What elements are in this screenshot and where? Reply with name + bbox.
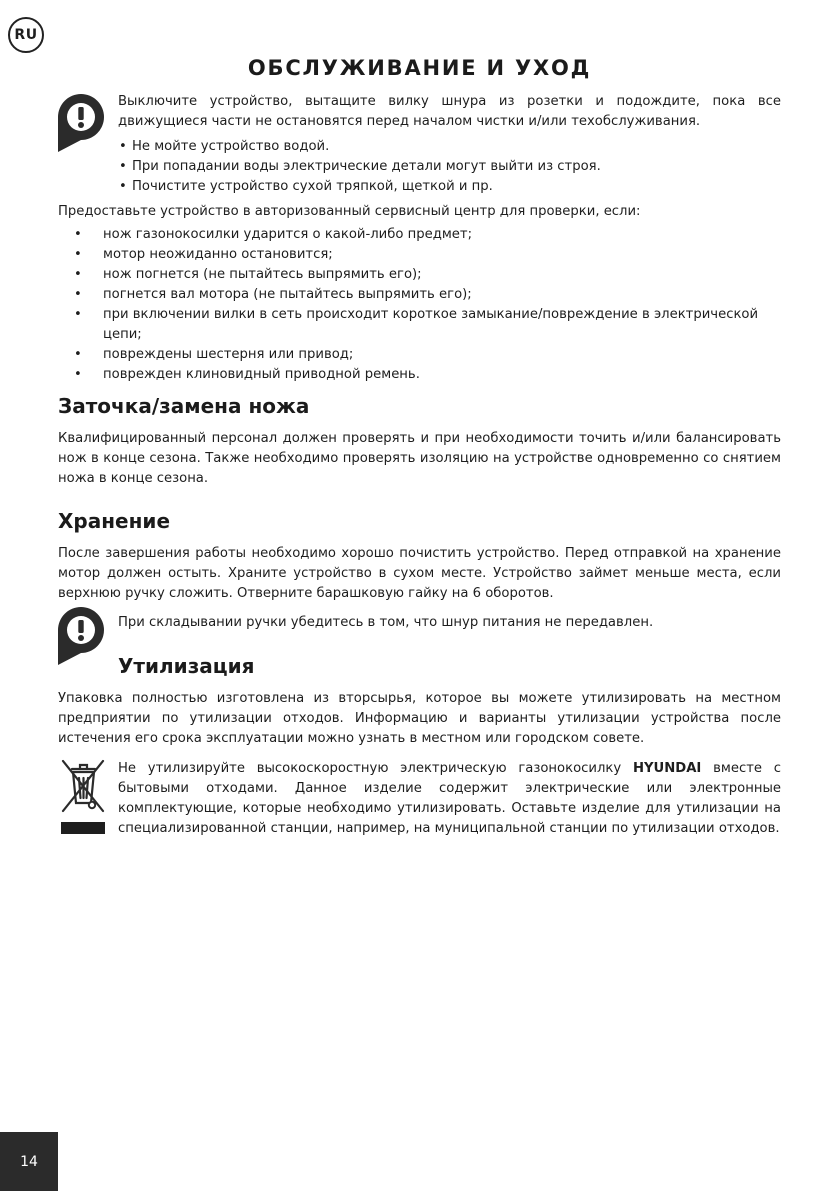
handle-fold-warning: При складывании ручки убедитесь в том, что шнур питания не передавлен.: [118, 615, 654, 630]
list-item: • Не мойте устройство водой.: [118, 137, 781, 157]
list-item: • Почистите устройство сухой тряпкой, щеткой и пр.: [118, 177, 781, 197]
brand-name: HYUNDAI: [632, 761, 702, 776]
list-item: • повреждены шестерня или привод;: [58, 345, 781, 365]
warning-icon: [57, 93, 105, 153]
list-item: • мотор неожиданно остановится;: [58, 245, 781, 265]
warning-icon: [57, 606, 105, 666]
service-conditions-list: [58, 225, 781, 385]
blade-heading: Заточка/замена ножа: [58, 394, 310, 418]
list-item: • При попадании воды электрические детали могут выйти из строя.: [118, 157, 781, 177]
weee-text-end: вместе с бытовыми отходами. Данное изделие содержит электрические или электронные комплектующие, которые необходимо утилизировать. Оставьте изделие для утилизации на специализированной станции, например, на муниципальной станции по утилизации отходов.: [118, 761, 781, 836]
page-number: 14: [0, 1132, 58, 1191]
weee-notice: [118, 759, 781, 839]
disposal-heading: Утилизация: [118, 654, 255, 678]
list-item: • поврежден клиновидный приводной ремень.: [58, 365, 781, 385]
disposal-text: Упаковка полностью изготовлена из вторсырья, которое вы можете утилизировать на местном предприятии по утилизации отходов. Информацию и варианты утилизации устройства после истечения его срока эксплуатации можно узнать в местном или городском совете.: [58, 691, 781, 746]
weee-bar: [61, 822, 105, 834]
list-item: • при включении вилки в сеть происходит короткое замыкание/повреждение в электрической цепи;: [58, 305, 781, 345]
cleaning-tips-list: [118, 137, 781, 197]
list-item: • нож газонокосилки ударится о какой-либо предмет;: [58, 225, 781, 245]
list-item: • нож погнется (не пытайтесь выпрямить его);: [58, 265, 781, 285]
power-off-warning: Выключите устройство, вытащите вилку шнура из розетки и подождите, пока все движущиеся части не остановятся перед началом чистки и/или техобслуживания.: [118, 94, 781, 129]
crossed-bin-icon: [60, 758, 106, 814]
weee-text-start: Не утилизируйте высокоскоростную электрическую газонокосилку: [118, 761, 622, 776]
storage-text: После завершения работы необходимо хорошо почистить устройство. Перед отправкой на хранение мотор должен остыть. Храните устройство в сухом месте. Устройство займет меньше места, если верхнюю ручку сложить. Отверните барашковую гайку на 6 оборотов.: [58, 546, 781, 601]
blade-text: Квалифицированный персонал должен проверять и при необходимости точить и/или балансировать нож в конце сезона. Также необходимо проверять изоляцию на устройстве одновременно со снятием ножа в конце сезона.: [58, 431, 781, 486]
storage-heading: Хранение: [58, 509, 171, 533]
language-badge: RU: [8, 17, 44, 53]
service-intro: Предоставьте устройство в авторизованный сервисный центр для проверки, если:: [58, 204, 641, 219]
page-title: ОБСЛУЖИВАНИЕ И УХОД: [247, 56, 592, 80]
list-item: • погнется вал мотора (не пытайтесь выпрямить его);: [58, 285, 781, 305]
